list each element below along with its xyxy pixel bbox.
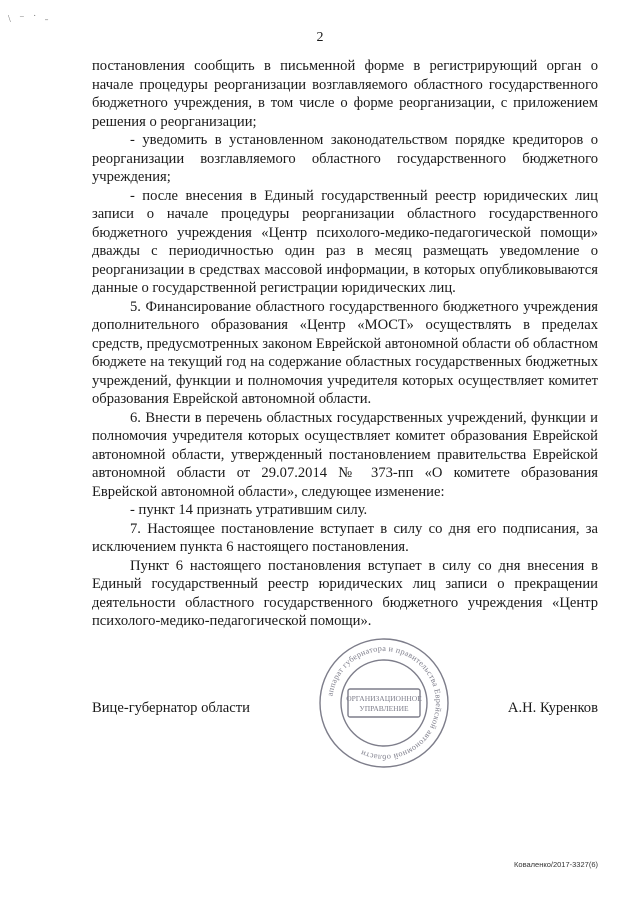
stamp-outer-text: аппарат губернатора и правительства Еврейской автономной области bbox=[325, 643, 444, 763]
signatory-name: А.Н. Куренков bbox=[507, 700, 598, 716]
paragraph-item-6: 6. Внести в перечень областных государственных учреждений, функции и полномочия учредителя которых осуществляет комитет образования Еврейской автономной области, утвержденный постановлением правительства Еврейской автономной области от 29.07.2014 № 373-пп «О комитете образования Еврейской автономной области», следующее изменение: bbox=[92, 409, 598, 500]
scan-artifacts: \ ⁻ ˙ ˗ bbox=[8, 14, 52, 25]
paragraph-item-6-effective: Пункт 6 настоящего постановления вступает в силу со дня внесения в Единый государственный реестр юридических лиц записи о прекращении деятельности областного государственного бюджетного учреждения «Центр психолого-медико-педагогической помощи». bbox=[92, 557, 598, 629]
paragraph-publish-notice: - после внесения в Единый государственный реестр юридических лиц записи о начале процедуры реорганизации областного государственного бюджетного учреждения «Центр психолого-медико-педагогической помощи» дважды с периодичностью один раз в месяц размещать уведомление о реорганизации в средствах массовой информации, в которых опубликовываются данные о государственной регистрации юридических лиц. bbox=[92, 187, 598, 296]
paragraph-item-7: 7. Настоящее постановление вступает в силу со дня его подписания, за исключением пункта 6 настоящего постановления. bbox=[92, 520, 598, 555]
document-body bbox=[92, 57, 598, 631]
stamp-inner-line2: УПРАВЛЕНИЕ bbox=[359, 704, 409, 713]
stamp-inner-ring bbox=[341, 660, 427, 746]
paragraph-item-5: 5. Финансирование областного государственного бюджетного учреждения дополнительного образования «Центр «МОСТ» осуществлять в пределах средств, предусмотренных законом Еврейской автономной области об областном бюджете на текущий год на содержание областных государственных бюджетных учреждений, функции и полномочия учредителя которых осуществляет комитет образования Еврейской автономной области. bbox=[92, 298, 598, 407]
paragraph-continuation: постановления сообщить в письменной форме в регистрирующий орган о начале процедуры реорганизации возглавляемого областного государственного бюджетного учреждения, в том числе о форме реорганизации, с приложением решения о реорганизации; bbox=[92, 58, 598, 130]
paragraph-notify-creditors: - уведомить в установленном законодательством порядке кредиторов о реорганизации возглавляемого областного государственного бюджетного учреждения; bbox=[92, 132, 598, 185]
stamp-outer-ring bbox=[320, 639, 448, 767]
paragraph-item-14-void: - пункт 14 признать утратившим силу. bbox=[130, 502, 368, 518]
svg-text:аппарат губернатора и правител bbox=[325, 644, 443, 762]
official-stamp bbox=[316, 635, 452, 771]
stamp-inner-line1: ОРГАНИЗАЦИОННОЕ bbox=[346, 694, 422, 703]
document-code: Коваленко/2017-3327(6) bbox=[514, 860, 598, 869]
signatory-title: Вице-губернатор области bbox=[92, 700, 250, 716]
page-number: 2 bbox=[316, 30, 324, 45]
